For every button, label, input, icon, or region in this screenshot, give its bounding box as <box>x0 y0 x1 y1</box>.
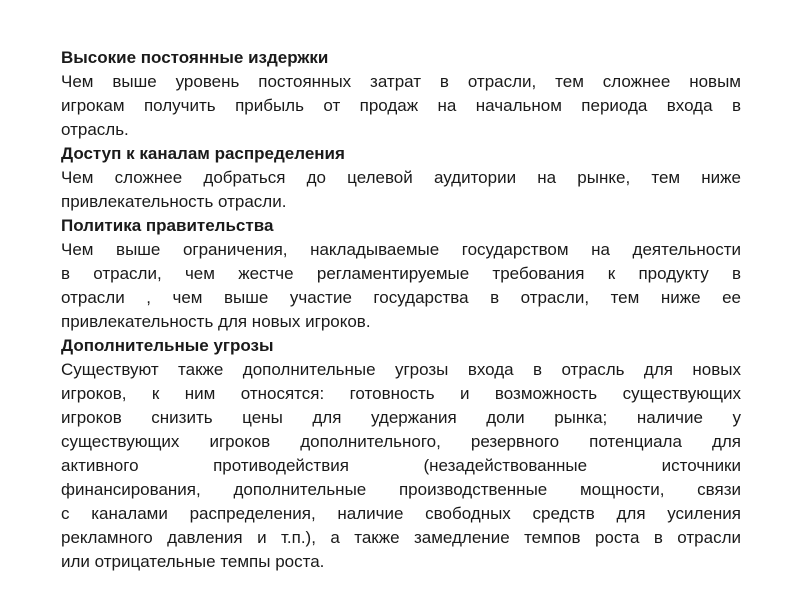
body-line: игроков, к ним относятся: готовность и возможность существующих <box>61 384 741 403</box>
body-line: отрасли , чем выше участие государства в отрасли, тем ниже ее <box>61 288 741 307</box>
body-line: или отрицательные темпы роста. <box>61 552 325 571</box>
section-high-fixed-costs <box>61 46 741 142</box>
section-body <box>61 358 741 574</box>
body-line: в отрасли, чем жестче регламентируемые требования к продукту в <box>61 264 741 283</box>
body-line: с каналами распределения, наличие свободных средств для усиления <box>61 504 741 523</box>
body-line: игрокам получить прибыль от продаж на начальном периода входа в <box>61 96 741 115</box>
section-heading: Доступ к каналам распределения <box>61 144 345 163</box>
body-line: рекламного давления и т.п.), а также замедление темпов роста в отрасли <box>61 528 741 547</box>
section-government-policy <box>61 214 741 334</box>
body-line: финансирования, дополнительные производственные мощности, связи <box>61 480 741 499</box>
section-heading: Дополнительные угрозы <box>61 336 274 355</box>
body-line: отрасль. <box>61 120 129 139</box>
body-line: Чем сложнее добраться до целевой аудитории на рынке, тем ниже <box>61 168 741 187</box>
section-heading: Политика правительства <box>61 216 274 235</box>
section-additional-threats <box>61 334 741 574</box>
body-line: Существуют также дополнительные угрозы входа в отрасль для новых <box>61 360 741 379</box>
body-line: привлекательность отрасли. <box>61 192 287 211</box>
section-body <box>61 238 741 334</box>
body-line: активного противодействия (незадействованные источники <box>61 456 741 475</box>
body-line: Чем выше ограничения, накладываемые государством на деятельности <box>61 240 741 259</box>
section-body <box>61 166 741 214</box>
section-distribution-channels <box>61 142 741 214</box>
body-line: существующих игроков дополнительного, резервного потенциала для <box>61 432 741 451</box>
section-heading: Высокие постоянные издержки <box>61 48 329 67</box>
body-line: Чем выше уровень постоянных затрат в отрасли, тем сложнее новым <box>61 72 741 91</box>
section-body <box>61 70 741 142</box>
body-line: игроков снизить цены для удержания доли рынка; наличие у <box>61 408 741 427</box>
body-line: привлекательность для новых игроков. <box>61 312 371 331</box>
document-page <box>61 46 741 574</box>
